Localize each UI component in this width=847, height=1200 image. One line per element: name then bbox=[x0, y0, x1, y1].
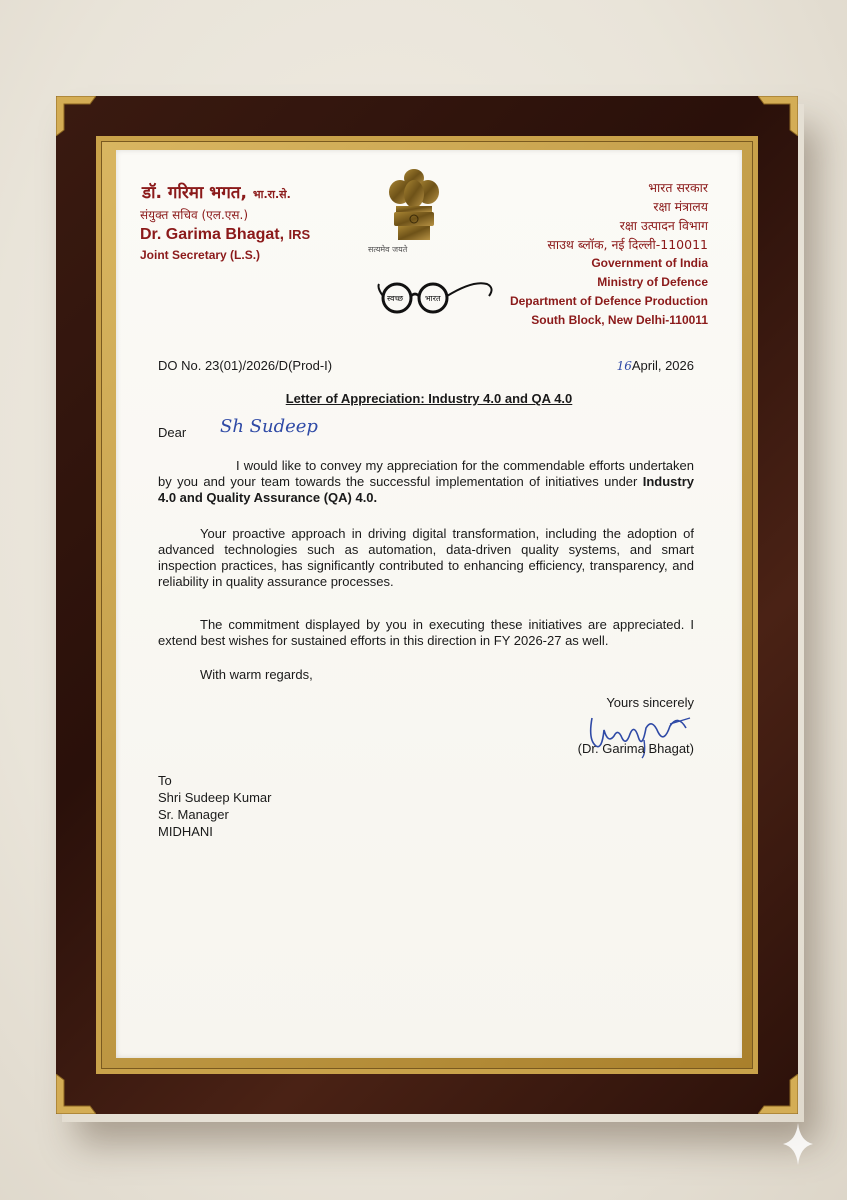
addressee-line: Shri Sudeep Kumar bbox=[158, 790, 272, 805]
address-line-hindi: साउथ ब्लॉक, नई दिल्ली-110011 bbox=[547, 237, 708, 252]
emblem-motto: सत्यमेव जयते bbox=[368, 245, 408, 254]
addressee-to: To bbox=[158, 773, 172, 788]
letter-paper bbox=[116, 150, 742, 1058]
address-line-english: South Block, New Delhi-110011 bbox=[531, 313, 708, 327]
address-line-hindi: रक्षा मंत्रालय bbox=[653, 199, 708, 214]
gold-corner-icon bbox=[758, 96, 798, 136]
body-paragraph-1: I would like to convey my appreciation for the commendable efforts undertaken by you and your team towards the successful implementation of initiatives under Industry 4.0 and Quality Assurance (QA) 4.0. bbox=[158, 458, 694, 505]
address-line-english: Government of India bbox=[591, 256, 708, 270]
swachh-bharat-logo-icon bbox=[373, 274, 501, 316]
body-paragraph-3: The commitment displayed by you in executing these initiatives are appreciated. I extend best wishes for sustained efforts in this direction in FY 2026-27 as well. bbox=[158, 617, 694, 648]
address-line-hindi: रक्षा उत्पादन विभाग bbox=[619, 218, 708, 233]
address-line-english: Ministry of Defence bbox=[597, 275, 708, 289]
address-line-english: Department of Defence Production bbox=[509, 294, 708, 308]
department-address bbox=[510, 178, 708, 330]
addressee-line: Sr. Manager bbox=[158, 807, 229, 822]
signatory-name: (Dr. Garima Bhagat) bbox=[577, 741, 694, 756]
gold-corner-icon bbox=[56, 96, 96, 136]
do-number: DO No. 23(01)/2026/D(Prod-I) bbox=[158, 358, 333, 373]
officer-post-hindi: संयुक्त सचिव (एल.एस.) bbox=[140, 208, 248, 222]
salutation: Dear bbox=[158, 425, 187, 440]
gold-corner-icon bbox=[56, 1074, 96, 1114]
date-day-handwritten: 16 bbox=[616, 359, 632, 373]
sparkle-icon bbox=[781, 1121, 815, 1167]
salutation-name-handwritten: Sh Sudeep bbox=[220, 416, 318, 437]
officer-name-english: Dr. Garima Bhagat, IRS bbox=[140, 226, 311, 243]
officer-name-hindi: डॉ. गरिमा भगत, भा.रा.से. bbox=[142, 183, 291, 203]
yours-sincerely: Yours sincerely bbox=[606, 695, 694, 710]
swachh-left-text: स्वच्छ bbox=[387, 294, 404, 303]
body-paragraph-2: Your proactive approach in driving digital transformation, including the adoption of advanced technologies such as automation, data-driven quality systems, and smart inspection practices, has significantly contributed to enhancing efficiency, transparency, and reliability in quality assurance processes. bbox=[158, 526, 694, 589]
closing-regards: With warm regards, bbox=[200, 667, 313, 682]
letter-subject: Letter of Appreciation: Industry 4.0 and QA 4.0 bbox=[285, 391, 573, 406]
letter-date: 16April, 2026 bbox=[616, 358, 694, 373]
addressee-line: MIDHANI bbox=[158, 824, 213, 839]
officer-post-english: Joint Secretary (L.S.) bbox=[140, 248, 261, 262]
address-line-hindi: भारत सरकार bbox=[648, 180, 708, 195]
swachh-right-text: भारत bbox=[425, 294, 441, 303]
gold-corner-icon bbox=[758, 1074, 798, 1114]
addressee-block bbox=[158, 772, 271, 840]
